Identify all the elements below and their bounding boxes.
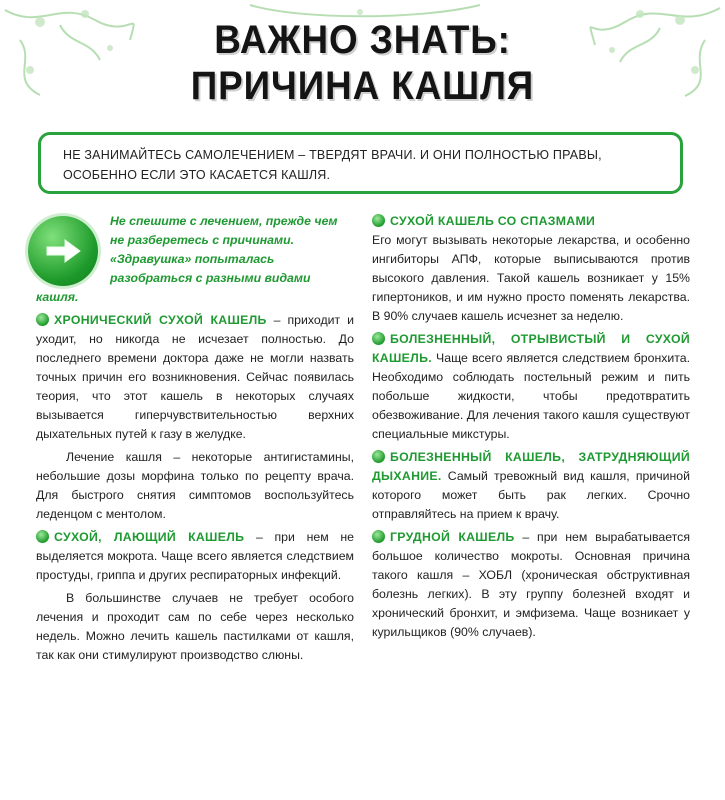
lead-block xyxy=(36,212,354,288)
left-column xyxy=(36,212,354,665)
section-text: – при нем не выделяется мокрота. Чаще всего является следствием простуды, гриппа и других респираторных инфекций. xyxy=(36,530,354,582)
section-heading: БОЛЕЗНЕННЫЙ КАШЕЛЬ, ЗАТРУДНЯЮЩИЙ ДЫХАНИЕ. xyxy=(372,450,690,483)
section-heading: СУХОЙ КАШЕЛЬ СО СПАЗМАМИ xyxy=(390,214,596,228)
section-text: Его могут вызывать некоторые лекарства, и особенно ингибиторы АПФ, которые выписываются против высокого давления. Такой кашель возникает у 15% гипертоников, и им нужно просто поменять лекарства. В 90% случаев кашель исчезнет за неделю. xyxy=(372,233,690,323)
section-chronic-dry-cough xyxy=(36,311,354,444)
section-heading: СУХОЙ, ЛАЮЩИЙ КАШЕЛЬ xyxy=(54,530,245,544)
section-dry-spasm-cough xyxy=(372,212,690,231)
section-text: Чаще всего является следствием бронхита. Необходимо соблюдать постельный режим и пить побольше жидкости, чтобы предотвратить обезвоживание. Для лечения такого кашля существуют специальные микстуры. xyxy=(372,351,690,441)
bullet-icon xyxy=(372,450,385,463)
lead-tail: кашля. xyxy=(36,290,79,304)
section-painful-dry-cough xyxy=(372,330,690,444)
section-paragraph: Лечение кашля – некоторые антигистамины, небольшие дозы морфина только по рецепту врача. Для быстрого снятия симптомов воспользуйтесь леденцом с ментолом. xyxy=(36,450,354,521)
right-column xyxy=(372,212,690,642)
section-paragraph: В большинстве случаев не требует особого лечения и проходит сам по себе через несколько недель. Можно лечить кашель пастилками от кашля, так как они стимулируют производство слюны. xyxy=(36,591,354,662)
bullet-icon xyxy=(36,530,49,543)
arrow-right-icon xyxy=(28,216,98,286)
intro-box: НЕ ЗАНИМАЙТЕСЬ САМОЛЕЧЕНИЕМ – ТВЕРДЯТ ВРАЧИ. И ОНИ ПОЛНОСТЬЮ ПРАВЫ, ОСОБЕННО ЕСЛИ ЭТО КАСАЕТСЯ КАШЛЯ. xyxy=(38,132,683,194)
title-line-2: ПРИЧИНА КАШЛЯ xyxy=(190,64,535,108)
section-breathing-cough xyxy=(372,448,690,524)
section-chest-cough xyxy=(372,528,690,642)
bullet-icon xyxy=(36,313,49,326)
bullet-icon xyxy=(372,530,385,543)
section-heading: ГРУДНОЙ КАШЕЛЬ xyxy=(390,530,515,544)
section-heading: БОЛЕЗНЕННЫЙ, ОТРЫВИСТЫЙ И СУХОЙ КАШЕЛЬ. xyxy=(372,332,690,365)
bullet-icon xyxy=(372,214,385,227)
section-text: – при нем вырабатывается большое количество мокроты. Основная причина такого кашля – ХОБЛ (хроническая обструктивная болезнь легких). В эту группу болезней входят и хронический бронхит, и эмфизема. Чаще возникает у курильщиков (90% случаев). xyxy=(372,530,690,639)
section-dry-barking-cough xyxy=(36,528,354,585)
section-heading: ХРОНИЧЕСКИЙ СУХОЙ КАШЕЛЬ xyxy=(54,313,267,327)
bullet-icon xyxy=(372,332,385,345)
title-line-1: ВАЖНО ЗНАТЬ: xyxy=(214,18,511,62)
lead-text: Не спешите с лечением, прежде чем не разберетесь с причинами. «Здравушка» попыталась разобраться с разными видами xyxy=(110,214,338,285)
section-text: – приходит и уходит, но никогда не исчезает полностью. До последнего времени доктора даже не могли назвать точных причин его возникновения. Сейчас появилась теория, что этот кашель в некоторых случаях вызывается гиперчувствительностью верхних дыхательных путей к газу в желудке. xyxy=(36,313,354,441)
section-text: Самый тревожный вид кашля, причиной которого может быть рак легких. Срочно отправляйтесь на прием к врачу. xyxy=(372,469,690,521)
